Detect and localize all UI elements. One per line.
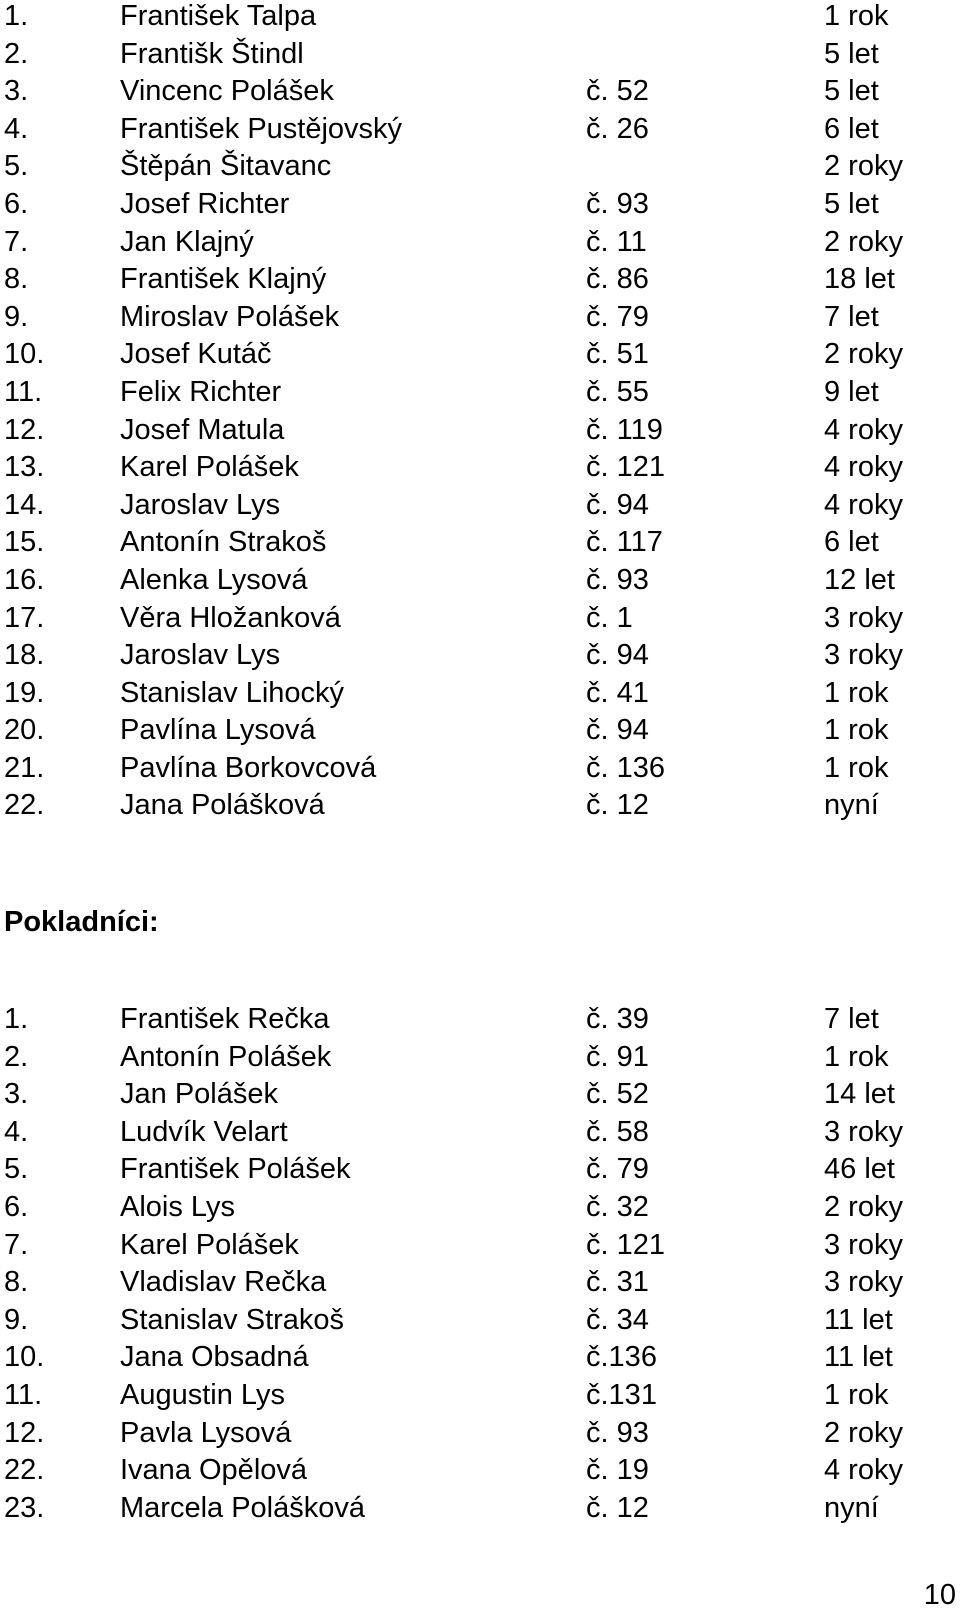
person-name: Štěpán Šitavanc <box>120 150 332 183</box>
list-item <box>0 188 960 226</box>
term-duration: 4 roky <box>824 413 903 446</box>
item-number: 3. <box>4 75 29 108</box>
item-number: 12. <box>4 1416 45 1449</box>
person-name: Pavlína Lysová <box>120 714 316 747</box>
list-item <box>0 1041 960 1079</box>
item-number: 20. <box>4 714 45 747</box>
list-item <box>0 639 960 677</box>
item-number: 9. <box>4 1303 29 1336</box>
term-duration: 18 let <box>824 263 895 296</box>
item-number: 9. <box>4 300 29 333</box>
item-number: 11. <box>4 1378 43 1411</box>
item-number: 3. <box>4 1078 29 1111</box>
person-name: Josef Matula <box>120 413 285 446</box>
item-number: 14. <box>4 488 45 521</box>
person-name: Vladislav Rečka <box>120 1266 327 1299</box>
term-duration: 2 roky <box>824 225 903 258</box>
house-number: č. 93 <box>586 563 649 596</box>
person-name: Stanislav Lihocký <box>120 676 345 709</box>
house-number: č. 94 <box>586 639 649 672</box>
item-number: 7. <box>4 225 29 258</box>
item-number: 5. <box>4 150 29 183</box>
term-duration: 3 roky <box>824 1115 903 1148</box>
list-item <box>0 414 960 452</box>
term-duration: 7 let <box>824 1003 879 1035</box>
term-duration: 4 roky <box>824 451 903 484</box>
list-item <box>0 75 960 113</box>
term-duration: 3 roky <box>824 1266 903 1299</box>
house-number: č. 52 <box>586 1078 649 1111</box>
term-duration: 11 let <box>824 1303 893 1336</box>
treasurers-heading: Pokladníci: <box>4 906 159 938</box>
house-number: č. 1 <box>586 601 633 634</box>
house-number: č. 11 <box>586 225 647 258</box>
person-name: Augustin Lys <box>120 1378 285 1411</box>
list-item <box>0 677 960 715</box>
item-number: 1. <box>4 0 29 32</box>
item-number: 22. <box>4 1454 45 1487</box>
term-duration: 2 roky <box>824 1190 903 1223</box>
house-number: č. 79 <box>586 300 649 333</box>
term-duration: 1 rok <box>824 1040 889 1073</box>
house-number: č. 52 <box>586 75 649 108</box>
person-name: Stanislav Strakoš <box>120 1303 345 1336</box>
item-number: 10. <box>4 338 45 371</box>
item-number: 4. <box>4 112 29 145</box>
term-duration: 9 let <box>824 375 879 408</box>
person-name: Ivana Opělová <box>120 1454 308 1487</box>
list-item <box>0 1229 960 1267</box>
item-number: 6. <box>4 1190 29 1223</box>
person-name: František Klajný <box>120 263 327 296</box>
item-number: 23. <box>4 1491 45 1524</box>
house-number: č. 39 <box>586 1003 649 1035</box>
house-number: č. 31 <box>586 1266 649 1299</box>
house-number: č. 121 <box>586 1228 665 1261</box>
item-number: 8. <box>4 1266 29 1299</box>
list-item <box>0 226 960 264</box>
list-item <box>0 526 960 564</box>
person-name: Marcela Polášková <box>120 1491 365 1524</box>
list-item <box>0 1492 960 1530</box>
item-number: 12. <box>4 413 45 446</box>
person-name: František Pustějovský <box>120 112 403 145</box>
person-name: Jaroslav Lys <box>120 488 281 521</box>
term-duration: 6 let <box>824 526 879 559</box>
term-duration: nyní <box>824 789 879 822</box>
item-number: 5. <box>4 1153 29 1186</box>
term-duration: 2 roky <box>824 1416 903 1449</box>
list-item <box>0 451 960 489</box>
item-number: 8. <box>4 263 29 296</box>
list-item <box>0 38 960 76</box>
list-item <box>0 0 960 38</box>
term-duration: 7 let <box>824 300 879 333</box>
term-duration: 1 rok <box>824 676 889 709</box>
list-item <box>0 1304 960 1342</box>
term-duration: 11 let <box>824 1341 893 1374</box>
item-number: 21. <box>4 751 45 784</box>
list-item <box>0 752 960 790</box>
term-duration: 12 let <box>824 563 895 596</box>
house-number: č. 94 <box>586 714 649 747</box>
list-item <box>0 338 960 376</box>
term-duration: 14 let <box>824 1078 895 1111</box>
list-item <box>0 714 960 752</box>
house-number: č. 93 <box>586 187 649 220</box>
list-item <box>0 1191 960 1229</box>
person-name: Ludvík Velart <box>120 1115 288 1148</box>
term-duration: 3 roky <box>824 639 903 672</box>
house-number: č. 86 <box>586 263 649 296</box>
person-name: Alois Lys <box>120 1190 235 1223</box>
person-name: Pavlína Borkovcová <box>120 751 377 784</box>
term-duration: 5 let <box>824 75 879 108</box>
person-name: Josef Kutáč <box>120 338 272 371</box>
term-duration: 1 rok <box>824 1378 889 1411</box>
item-number: 7. <box>4 1228 29 1261</box>
item-number: 22. <box>4 789 45 822</box>
list-item <box>0 1003 960 1041</box>
list-item <box>0 301 960 339</box>
person-name: Alenka Lysová <box>120 563 308 596</box>
person-name: Věra Hložanková <box>120 601 341 634</box>
house-number: č. 19 <box>586 1454 649 1487</box>
term-duration: 46 let <box>824 1153 895 1186</box>
person-name: Vincenc Polášek <box>120 75 334 108</box>
list-item <box>0 1417 960 1455</box>
person-name: Františk Štindl <box>120 37 304 70</box>
term-duration: 2 roky <box>824 338 903 371</box>
list-item <box>0 1153 960 1191</box>
person-name: Karel Polášek <box>120 451 299 484</box>
house-number: č. 136 <box>586 751 665 784</box>
term-duration: 1 rok <box>824 0 889 32</box>
item-number: 10. <box>4 1341 45 1374</box>
house-number: č.131 <box>586 1378 657 1411</box>
house-number: č. 12 <box>586 1491 649 1524</box>
person-name: Pavla Lysová <box>120 1416 292 1449</box>
house-number: č. 26 <box>586 112 649 145</box>
person-name: Josef Richter <box>120 187 290 220</box>
term-duration: 6 let <box>824 112 879 145</box>
house-number: č. 91 <box>586 1040 649 1073</box>
list-item <box>0 1341 960 1379</box>
item-number: 11. <box>4 375 43 408</box>
list-item <box>0 1266 960 1304</box>
person-name: Jan Polášek <box>120 1078 278 1111</box>
person-name: Jana Obsadná <box>120 1341 309 1374</box>
list-item <box>0 1116 960 1154</box>
house-number: č. 94 <box>586 488 649 521</box>
term-duration: 1 rok <box>824 714 889 747</box>
term-duration: 3 roky <box>824 1228 903 1261</box>
house-number: č. 121 <box>586 451 665 484</box>
house-number: č. 34 <box>586 1303 649 1336</box>
item-number: 19. <box>4 676 45 709</box>
term-duration: 1 rok <box>824 751 889 784</box>
item-number: 15. <box>4 526 45 559</box>
person-name: Antonín Polášek <box>120 1040 332 1073</box>
house-number: č. 119 <box>586 413 663 446</box>
item-number: 1. <box>4 1003 29 1035</box>
item-number: 2. <box>4 37 29 70</box>
house-number: č. 51 <box>586 338 649 371</box>
house-number: č. 58 <box>586 1115 649 1148</box>
house-number: č. 41 <box>586 676 649 709</box>
house-number: č.136 <box>586 1341 657 1374</box>
person-name: Miroslav Polášek <box>120 300 340 333</box>
item-number: 4. <box>4 1115 29 1148</box>
page-number: 10 <box>923 1579 956 1611</box>
term-duration: 4 roky <box>824 488 903 521</box>
term-duration: nyní <box>824 1491 879 1524</box>
item-number: 17. <box>4 601 45 634</box>
term-duration: 3 roky <box>824 601 903 634</box>
term-duration: 4 roky <box>824 1454 903 1487</box>
house-number: č. 55 <box>586 375 649 408</box>
term-duration: 5 let <box>824 187 879 220</box>
list-item <box>0 150 960 188</box>
person-name: Jana Polášková <box>120 789 325 822</box>
item-number: 16. <box>4 563 45 596</box>
list-item <box>0 263 960 301</box>
house-number: č. 12 <box>586 789 649 822</box>
item-number: 18. <box>4 639 45 672</box>
list-item <box>0 1078 960 1116</box>
treasurers-list <box>0 1003 960 1529</box>
list-item <box>0 564 960 602</box>
list-item <box>0 1379 960 1417</box>
term-duration: 2 roky <box>824 150 903 183</box>
list-item <box>0 113 960 151</box>
item-number: 13. <box>4 451 45 484</box>
person-name: Felix Richter <box>120 375 282 408</box>
person-name: František Rečka <box>120 1003 330 1035</box>
house-number: č. 93 <box>586 1416 649 1449</box>
list-item <box>0 489 960 527</box>
person-name: Jan Klajný <box>120 225 254 258</box>
person-name: Karel Polášek <box>120 1228 299 1261</box>
item-number: 6. <box>4 187 29 220</box>
list-item <box>0 789 960 827</box>
house-number: č. 79 <box>586 1153 649 1186</box>
house-number: č. 117 <box>586 526 663 559</box>
person-name: František Polášek <box>120 1153 351 1186</box>
list-item <box>0 602 960 640</box>
list-item <box>0 1454 960 1492</box>
person-name: Antonín Strakoš <box>120 526 327 559</box>
house-number: č. 32 <box>586 1190 649 1223</box>
person-name: Jaroslav Lys <box>120 639 281 672</box>
list-item <box>0 376 960 414</box>
term-duration: 5 let <box>824 37 879 70</box>
item-number: 2. <box>4 1040 29 1073</box>
person-name: František Talpa <box>120 0 317 32</box>
